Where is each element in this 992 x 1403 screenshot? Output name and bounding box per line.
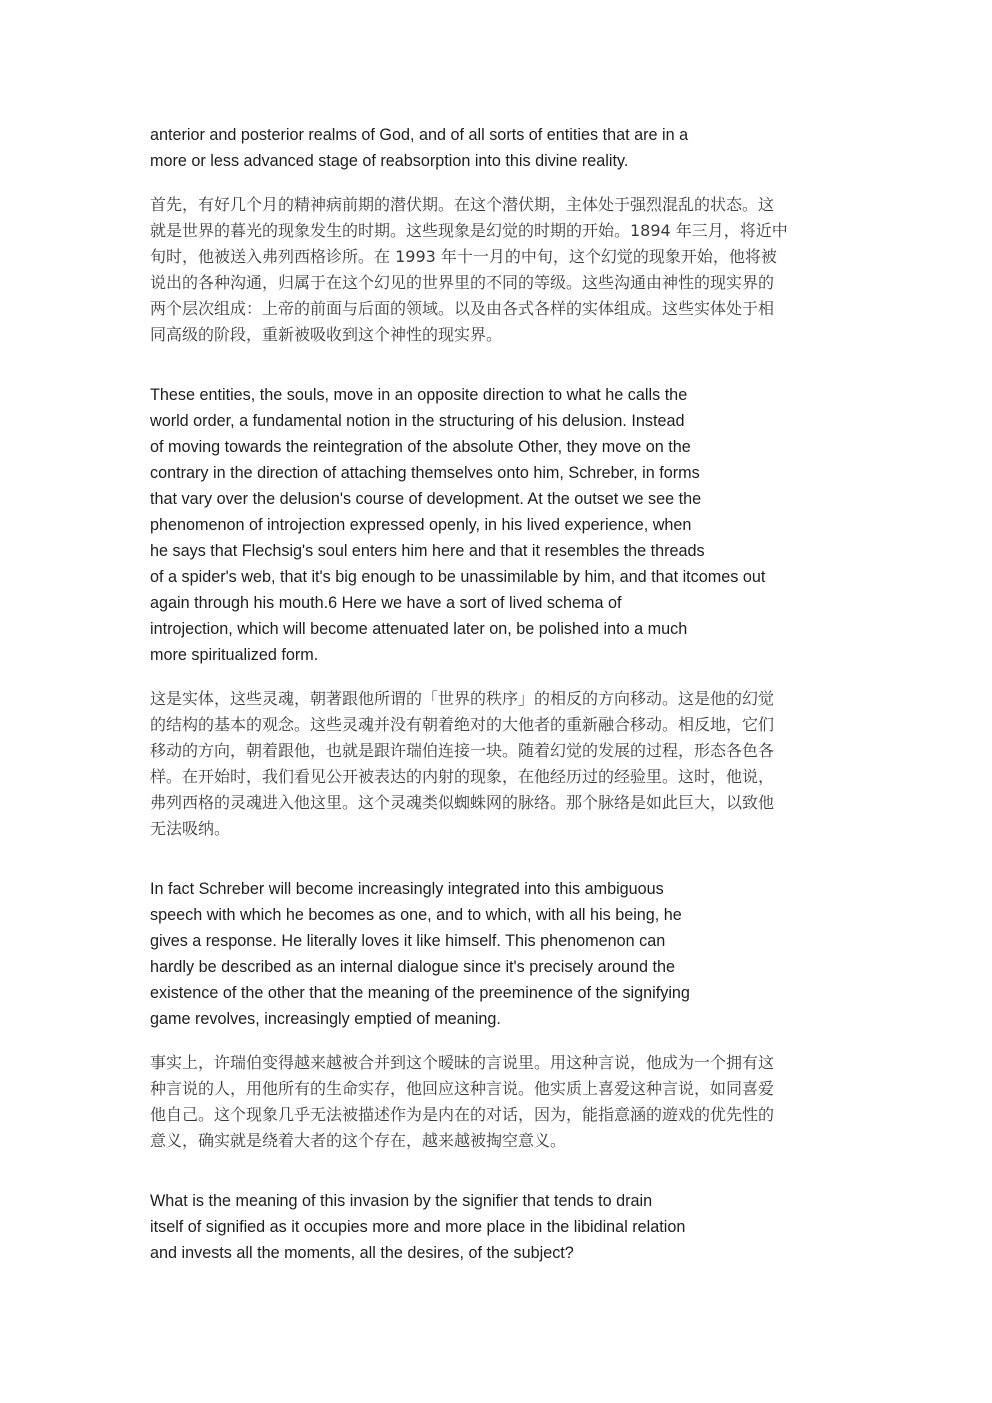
paragraph-chinese-3 <box>150 1050 840 1154</box>
text-line: phenomenon of introjection expressed openly, in his lived experience, when <box>150 516 692 534</box>
paragraph-english-4 <box>150 1188 850 1266</box>
paragraph-english-1 <box>150 122 850 174</box>
text-line: 旬时，他被送入弗列西格诊所。在 1993 年十一月的中旬，这个幻觉的现象开始，他将被 <box>150 247 777 266</box>
text-line: he says that Flechsig's soul enters him here and that it resembles the threads <box>150 542 705 560</box>
text-line: 这是实体，这些灵魂，朝著跟他所谓的「世界的秩序」的相反的方向移动。这是他的幻觉 <box>150 689 775 708</box>
text-line: 首先，有好几个月的精神病前期的潜伏期。在这个潜伏期，主体处于强烈混乱的状态。这 <box>150 195 775 214</box>
text-line: game revolves, increasingly emptied of meaning. <box>150 1010 501 1028</box>
text-line: What is the meaning of this invasion by the signifier that tends to drain <box>150 1192 653 1210</box>
text-line: introjection, which will become attenuated later on, be polished into a much <box>150 620 688 638</box>
text-line: speech with which he becomes as one, and to which, with all his being, he <box>150 906 682 924</box>
paragraph-chinese-1 <box>150 192 840 348</box>
text-line: 意义，确实就是绕着大者的这个存在，越来越被掏空意义。 <box>150 1131 567 1150</box>
text-line: 弗列西格的灵魂进入他这里。这个灵魂类似蜘蛛网的脉络。那个脉络是如此巨大，以致他 <box>150 793 775 812</box>
text-line: 他自己。这个现象几乎无法被描述作为是内在的对话，因为，能指意涵的遊戏的优先性的 <box>150 1105 775 1124</box>
text-line: 种言说的人，用他所有的生命实存，他回应这种言说。他实质上喜爱这种言说，如同喜爱 <box>150 1079 775 1098</box>
document-body <box>150 122 850 1266</box>
text-line: contrary in the direction of attaching themselves onto him, Schreber, in forms <box>150 464 700 482</box>
text-line: of moving towards the reintegration of the absolute Other, they move on the <box>150 438 691 456</box>
text-line: anterior and posterior realms of God, and of all sorts of entities that are in a <box>150 126 689 144</box>
text-line: 样。在开始时，我们看见公开被表达的内射的现象，在他经历过的经验里。这时，他说， <box>150 767 775 786</box>
text-line: 无法吸纳。 <box>150 819 231 838</box>
text-line: gives a response. He literally loves it like himself. This phenomenon can <box>150 932 666 950</box>
paragraph-english-2 <box>150 382 850 668</box>
text-line: more spiritualized form. <box>150 646 319 664</box>
paragraph-english-3 <box>150 876 850 1032</box>
paragraph-chinese-2 <box>150 686 840 842</box>
text-line: 的结构的基本的观念。这些灵魂并没有朝着绝对的大他者的重新融合移动。相反地，它们 <box>150 715 775 734</box>
text-line: 移动的方向，朝着跟他，也就是跟许瑞伯连接一块。随着幻觉的发展的过程，形态各色各 <box>150 741 775 760</box>
text-line: These entities, the souls, move in an opposite direction to what he calls the <box>150 386 688 404</box>
text-line: world order, a fundamental notion in the structuring of his delusion. Instead <box>150 412 685 430</box>
text-line: 同高级的阶段，重新被吸收到这个神性的现实界。 <box>150 325 503 344</box>
text-line: and invests all the moments, all the desires, of the subject? <box>150 1244 574 1262</box>
text-line: itself of signified as it occupies more and more place in the libidinal relation <box>150 1218 686 1236</box>
text-line: again through his mouth.6 Here we have a sort of lived schema of <box>150 594 622 612</box>
text-line: more or less advanced stage of reabsorption into this divine reality. <box>150 152 629 170</box>
text-line: 就是世界的暮光的现象发生的时期。这些现象是幻觉的时期的开始。1894 年三月，将近中 <box>150 221 788 240</box>
text-line: that vary over the delusion's course of development. At the outset we see the <box>150 490 702 508</box>
text-line: 事实上，许瑞伯变得越来越被合并到这个暧昧的言说里。用这种言说，他成为一个拥有这 <box>150 1053 775 1072</box>
text-line: 两个层次组成：上帝的前面与后面的领域。以及由各式各样的实体组成。这些实体处于相 <box>150 299 775 318</box>
text-line: hardly be described as an internal dialogue since it's precisely around the <box>150 958 676 976</box>
text-line: existence of the other that the meaning of the preeminence of the signifying <box>150 984 690 1002</box>
text-line: In fact Schreber will become increasingly integrated into this ambiguous <box>150 880 664 898</box>
text-line: of a spider's web, that it's big enough to be unassimilable by him, and that itcomes out <box>150 568 766 586</box>
text-line: 说出的各种沟通，归属于在这个幻见的世界里的不同的等级。这些沟通由神性的现实界的 <box>150 273 775 292</box>
